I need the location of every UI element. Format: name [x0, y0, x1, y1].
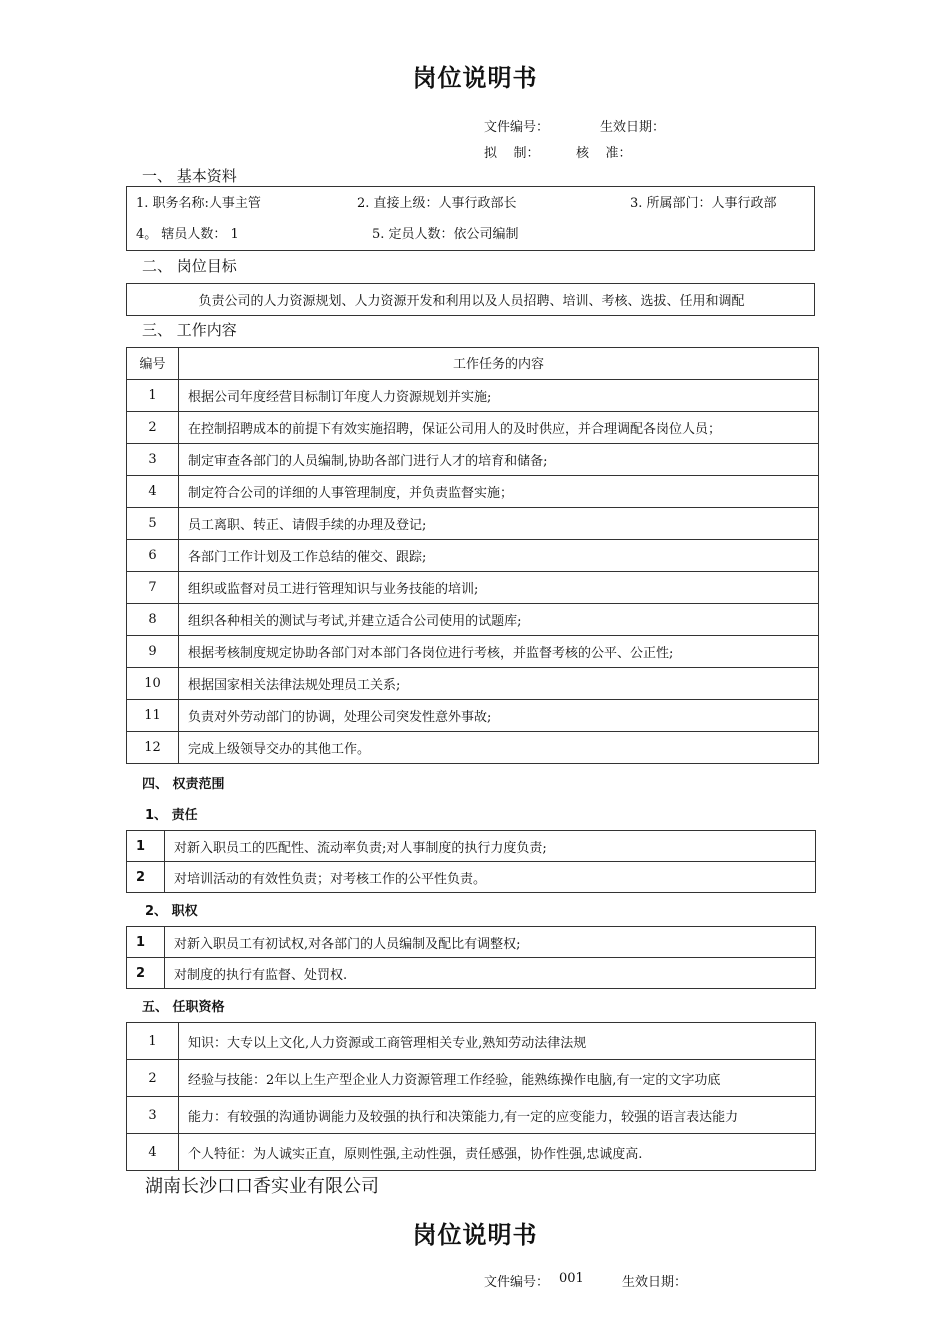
task-row — [127, 636, 819, 668]
task-row-text: 制定审查各部门的人员编制,协助各部门进行人才的培育和储备; — [179, 444, 819, 476]
effective-date-label: 生效日期： — [600, 120, 666, 135]
task-row-text: 员工离职、转正、请假手续的办理及登记; — [179, 508, 819, 540]
page2-doc-number-label: 文件编号： — [484, 1275, 550, 1290]
page2-document-title: 岗位说明书 — [412, 1221, 538, 1249]
position-name: 1. 职务名称:人事主管 — [136, 196, 261, 211]
qualification-row-text: 经验与技能：2年以上生产型企业人力资源管理工作经验，能熟练操作电脑,有一定的文字功底 — [179, 1060, 816, 1097]
responsibility-heading: 1、 责任 — [145, 808, 198, 823]
qualification-row-text: 个人特征：为人诚实正直，原则性强,主动性强，责任感强，协作性强,忠诚度高. — [179, 1134, 816, 1171]
task-row-number: 1 — [127, 380, 179, 412]
task-row-number: 12 — [127, 732, 179, 764]
tasks-table — [126, 347, 819, 764]
task-row-number: 6 — [127, 540, 179, 572]
section-work-content-heading: 三、 工作内容 — [142, 321, 237, 339]
task-row-text: 组织各种相关的测试与考试,并建立适合公司使用的试题库; — [179, 604, 819, 636]
document-title: 岗位说明书 — [412, 64, 538, 92]
qualification-row — [127, 1023, 816, 1060]
responsibility-row — [127, 862, 816, 893]
staff-quota: 5. 定员人数：依公司编制 — [372, 227, 519, 242]
section-authority-heading: 四、 权责范围 — [142, 777, 225, 792]
approver-label: 核 准： — [576, 146, 632, 161]
department: 3. 所属部门：人事行政部 — [630, 196, 777, 211]
task-row-number: 10 — [127, 668, 179, 700]
authority-row-number: 1 — [127, 927, 165, 958]
task-row — [127, 732, 819, 764]
authority-row — [127, 958, 816, 989]
section-goal-heading: 二、 岗位目标 — [142, 257, 237, 275]
task-row — [127, 668, 819, 700]
goal-box — [126, 283, 815, 316]
task-row-text: 根据国家相关法律法规处理员工关系; — [179, 668, 819, 700]
responsibility-table — [126, 830, 816, 893]
task-row — [127, 508, 819, 540]
qualification-row-text: 知识：大专以上文化,人力资源或工商管理相关专业,熟知劳动法律法规 — [179, 1023, 816, 1060]
subordinate-count: 4。 辖员人数： 1 — [136, 227, 239, 242]
qualification-row-number: 4 — [127, 1134, 179, 1171]
tasks-header-content: 工作任务的内容 — [179, 348, 819, 380]
task-row — [127, 380, 819, 412]
basic-info-box — [126, 186, 815, 251]
qualification-row-number: 1 — [127, 1023, 179, 1060]
doc-number-label: 文件编号： — [484, 120, 550, 135]
page2-doc-number-value: 001 — [559, 1271, 584, 1286]
qualification-row-text: 能力：有较强的沟通协调能力及较强的执行和决策能力,有一定的应变能力，较强的语言表达能力 — [179, 1097, 816, 1134]
company-name: 湖南长沙口口香实业有限公司 — [145, 1176, 379, 1197]
authority-heading: 2、 职权 — [145, 904, 198, 919]
task-row — [127, 572, 819, 604]
qualification-row-number: 3 — [127, 1097, 179, 1134]
section-basic-info-heading: 一、 基本资料 — [142, 167, 237, 185]
task-row-number: 9 — [127, 636, 179, 668]
task-row-text: 完成上级领导交办的其他工作。 — [179, 732, 819, 764]
task-row-text: 制定符合公司的详细的人事管理制度，并负责监督实施； — [179, 476, 819, 508]
responsibility-row-number: 1 — [127, 831, 165, 862]
qualification-row-number: 2 — [127, 1060, 179, 1097]
task-row — [127, 476, 819, 508]
tasks-header-no: 编号 — [127, 348, 179, 380]
task-row-number: 5 — [127, 508, 179, 540]
task-row-number: 7 — [127, 572, 179, 604]
responsibility-row — [127, 831, 816, 862]
task-row — [127, 412, 819, 444]
authority-row-number: 2 — [127, 958, 165, 989]
qualification-row — [127, 1097, 816, 1134]
task-row-text: 根据考核制度规定协助各部门对本部门各岗位进行考核，并监督考核的公平、公正性; — [179, 636, 819, 668]
task-row — [127, 604, 819, 636]
qualification-row — [127, 1060, 816, 1097]
drafter-label: 拟 制： — [484, 146, 540, 161]
task-row-text: 根据公司年度经营目标制订年度人力资源规划并实施; — [179, 380, 819, 412]
task-row-number: 8 — [127, 604, 179, 636]
task-row-text: 组织或监督对员工进行管理知识与业务技能的培训; — [179, 572, 819, 604]
task-row — [127, 444, 819, 476]
qualification-row — [127, 1134, 816, 1171]
responsibility-row-text: 对培训活动的有效性负责；对考核工作的公平性负责。 — [165, 862, 816, 893]
tasks-header-row — [127, 348, 819, 380]
section-qualification-heading: 五、 任职资格 — [142, 1000, 225, 1015]
authority-row — [127, 927, 816, 958]
authority-table — [126, 926, 816, 989]
task-row-number: 4 — [127, 476, 179, 508]
responsibility-row-number: 2 — [127, 862, 165, 893]
task-row-number: 11 — [127, 700, 179, 732]
task-row-text: 在控制招聘成本的前提下有效实施招聘，保证公司用人的及时供应，并合理调配各岗位人员； — [179, 412, 819, 444]
qualification-table — [126, 1022, 816, 1171]
task-row-number: 3 — [127, 444, 179, 476]
task-row — [127, 700, 819, 732]
task-row-text: 各部门工作计划及工作总结的催交、跟踪; — [179, 540, 819, 572]
authority-row-text: 对制度的执行有监督、处罚权. — [165, 958, 816, 989]
task-row-number: 2 — [127, 412, 179, 444]
page2-effective-date-label: 生效日期： — [622, 1275, 688, 1290]
task-row-text: 负责对外劳动部门的协调，处理公司突发性意外事故; — [179, 700, 819, 732]
task-row — [127, 540, 819, 572]
authority-row-text: 对新入职员工有初试权,对各部门的人员编制及配比有调整权; — [165, 927, 816, 958]
responsibility-row-text: 对新入职员工的匹配性、流动率负责;对人事制度的执行力度负责; — [165, 831, 816, 862]
direct-superior: 2. 直接上级：人事行政部长 — [357, 196, 517, 211]
goal-text: 负责公司的人力资源规划、人力资源开发和利用以及人员招聘、培训、考核、选拔、任用和调配 — [198, 294, 745, 309]
